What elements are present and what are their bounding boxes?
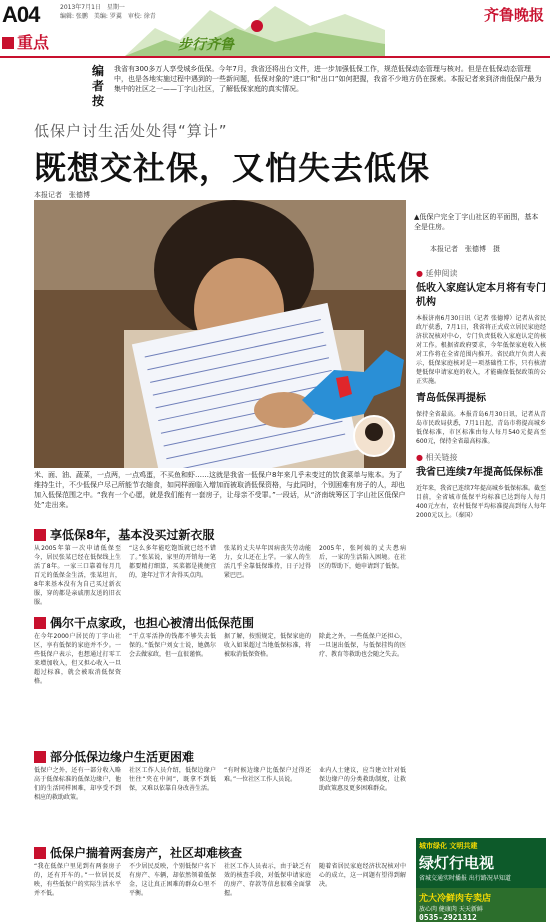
section-header-4: 低保户揣着两套房产，社区却难核查 [34,842,242,858]
ad-subtitle: 省城交通实时播报 出行路况早知道 [419,875,511,882]
article-title: 既想交社保，又怕失去低保 [34,149,431,187]
column-banner-title: 步行齐鲁 [178,37,234,53]
section-3-col-3: “有时候边缘户比低保户过得还难。”一位社区工作人员说。 [224,767,311,783]
section-2-col-2: “干点零活挣的钱都不够失去低保的。”低保户刘女士说，她偶尔会去做家政，但一直很谨慎。 [129,633,216,658]
section-3-col-4: 业内人士建议，应当建立针对低保边缘户的分类救助制度，让救助政策惠及更多困难群众。 [319,767,406,792]
header-divider [0,56,550,58]
meat-shop-ad[interactable] [416,888,546,922]
main-photo [34,200,406,468]
section-square-icon [2,37,14,49]
page-header [0,0,550,60]
photo-illustration [34,200,406,468]
section-2-col-4: 除此之外，一些低保户还担心，一旦退出低保，与低保挂钩的医疗、教育等救助也会随之失去。 [319,633,406,658]
section-body-3 [34,766,406,822]
section-2-col-3: 据了解，按照规定，低保家庭的收入如果超过当地低保标准，将被取消低保资格。 [224,633,311,658]
section-marker-icon [34,751,46,763]
side-body-2: 保持全省最高。本报青岛6月30日讯，记者从青岛市民政局获悉，7月1日起，青岛市将提高城乡低保标准，市区标准由每人每月540元提高至600元，保持全省最高标准。 [416,411,546,445]
section-2-col-1: 在今年2000户居民的丁字山社区，享有低保的家庭并不少。一些低保户表示，也想通过打零工来增加收入，但又担心收入一旦超过标准，就会被取消低保资格。 [34,633,121,685]
article-subtitle: 低保户讨生活处处得“算计” [34,122,228,140]
section-marker-icon [34,847,46,859]
ad-top-line: 城市绿化 文明共建 [419,842,478,850]
section-body-1 [34,544,406,606]
section-header-1: 享低保8年，基本没买过新衣服 [34,524,214,540]
section-marker-icon [34,529,46,541]
ad2-phone: 0535-2921312 [419,913,477,922]
side-title-1: 低收入家庭认定本月将有专门机构 [416,283,546,308]
map-byline: 本报记者 张德博 摄 [430,245,500,253]
header-editors: 编辑: 张鹏 美编: 罗翼 审校: 徐青 [60,13,156,20]
side-head-related: ● 相关链接 [416,453,458,462]
side-body-3: 近年来，我省已连续7年提高城乡低保标准。截至目前，全省城市低保平均标准已达到每人每月400元左右，农村低保平均标准提高到每人每年2000元以上。（秦国） [416,485,546,519]
page-number: A04 [2,2,40,27]
section-body-4 [34,862,406,922]
editor-note-label: 编者按 [92,64,105,108]
section-body-2 [34,632,406,700]
section-3-col-2: 社区工作人员介绍，低保边缘户往往“夹在中间”，既拿不到低保，又难以依靠自身改善生活。 [129,767,216,792]
section-1-col-1: 从2005年第一次申请低保至今，居民张某已经在低保线上生活了8年。一家三口靠着每月几百元的低保金生活，张某坦言，8年来基本没有为自己买过新衣服，穿的都是亲戚朋友送的旧衣服。 [34,545,121,606]
side-body-1: 本报济南6月30日讯（记者 张德博）记者从省民政厅获悉，7月1日，我省将正式成立居民家庭经济状况核对中心，专门负责低收入家庭认定的核对工作。根据省政府要求，今年低保家庭收入核对工作将在全省范围内推开。省民政厅负责人表示，低保家庭核对是一项基础性工作，只有核清楚低保申请家庭的收入，才能确保低保政策的公正实施。 [416,315,546,385]
section-4-col-2: 不少居民反映，个别低保户名下有房产、车辆，却依然领着低保金，这让真正困难的群众心里不平衡。 [129,863,216,897]
section-header-2: 偶尔干点家政，也担心被清出低保范围 [34,612,254,628]
newspaper-logo: 齐鲁晚报 [483,6,544,24]
section-marker-icon [34,617,46,629]
section-4-col-3: 社区工作人员表示，由于缺乏有效的核查手段，对低保申请家庭的房产、存款等信息很难全面掌握。 [224,863,311,897]
ad2-title: 尤大冷鲜肉专卖店 [419,894,492,904]
section-1-col-3: 张某的丈夫早年因病丧失劳动能力，女儿还在上学。一家人的生活几乎全靠低保维持，日子过得紧巴巴。 [224,545,311,579]
side-title-2: 青岛低保再提标 [416,393,486,404]
side-title-3: 我省已连续7年提高低保标准 [416,467,543,478]
header-date: 2013年7月1日 星期一 [60,4,125,11]
section-1-col-4: 2005年，张阿姨的丈夫患病后，一家的生活陷入困境。在社区的帮助下，她申请到了低保。 [319,545,406,570]
section-tag: 重点 [2,30,49,53]
editor-note: 我省有300多万人享受城乡低保。今年7月，我省还将出台文件，进一步加强低保工作，规范低保动态管理与核对。但是在低保动态管理中，也是各地实施过程中遇到的一些新问题，低保对象的“进口”和“出口”如何把握，我省不少地方仍在探索。本报记者来到济南低保户最为集中的社区之一——丁字山社区，了解低保家庭的真实情况。 [114,65,542,93]
mountain-banner-graphic [125,0,385,58]
ad-main-title: 绿灯行电视 [419,854,495,872]
section-4-col-1: “我在低保户里见到有两套房子的，还有开车的。”一位居民反映，有些低保户的实际生活水平并不低。 [34,863,121,897]
map-caption: ▲低保户完全丁字山社区的平面图，基本全是住房。 [414,213,539,231]
photo-caption: 米、面、油、蔬菜，一点两，一点鸡蛋，不买鱼和虾……这就是我省一低保户8年来几乎未变过的饮食菜单与账本。为了维持生计，不少低保户尽己所能节衣缩食，如同样面临入增加而被取消低保资格，与此同时，个别困难有房子的人，却也加入低保范围之中。“我有一个心愿，就是我们能有一套房子，让母亲不受罪。”一段话，从“济南统筹区丁字山社区低保户处”走出来。 [34,471,406,509]
section-4-col-4: 随着省居民家庭经济状况核对中心的成立，这一问题有望得到解决。 [319,863,406,888]
side-column [416,268,546,520]
article-byline: 本报记者 张德博 [34,191,90,199]
section-1-col-2: “这么多年能吃饱饭就已经不错了。”张某说，家里的开销每一笔都要精打细算，买菜都是挑便宜的，逢年过节才舍得买点肉。 [129,545,216,579]
side-head-extended: ● 延伸阅读 [416,269,458,278]
section-header-3: 部分低保边缘户生活更困难 [34,746,194,762]
ad2-slogan: 放心肉 健康肉 天天新鲜 [419,906,483,913]
section-3-col-1: 低保户之外，还有一部分收入略高于低保标准的低保边缘户，他们的生活同样困难，却享受不到相应的救助政策。 [34,767,121,801]
